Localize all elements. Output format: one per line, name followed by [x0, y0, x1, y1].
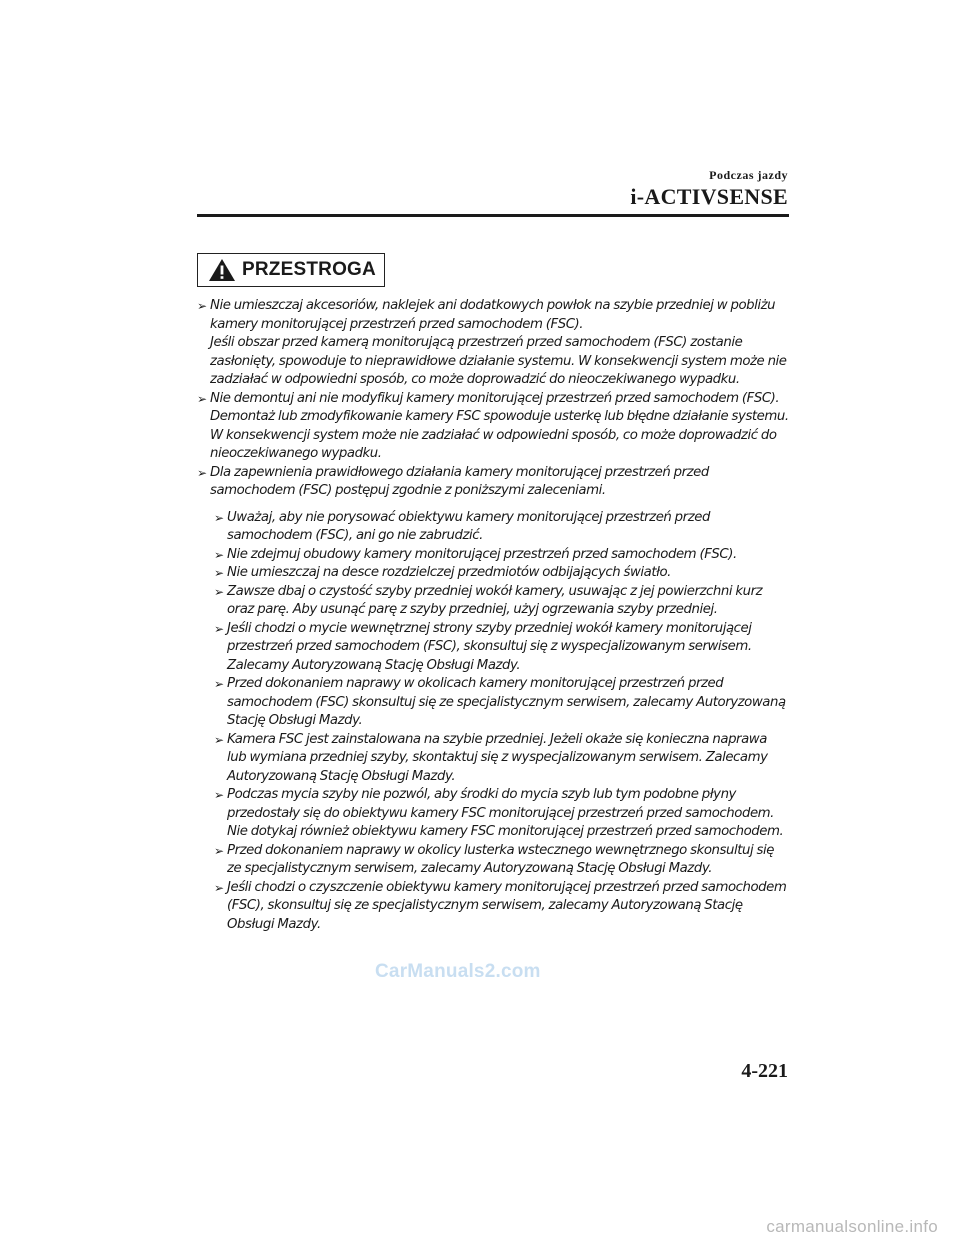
- sub-list-item: [214, 786, 789, 842]
- sub-list-item: [214, 620, 789, 676]
- item-text: Nie umieszczaj akcesoriów, naklejek ani dodatkowych powłok na szybie przedniej w pobliżu kamery monitorującej przestrzeń przed samochodem (FSC).: [210, 298, 776, 332]
- warning-triangle-icon: [208, 258, 236, 282]
- bullet-arrow-icon: ➢: [214, 621, 224, 636]
- item-detail: Demontaż lub zmodyfikowanie kamery FSC spowoduje usterkę lub błędne działanie systemu. W konsekwencji system może nie zadziałać w odpowiedni sposób, co może doprowadzić do nieoczekiwanego wypadku.: [210, 409, 789, 461]
- bullet-arrow-icon: ➢: [214, 677, 224, 691]
- sub-list-item: [214, 583, 789, 620]
- section-header: Podczas jazdy: [709, 168, 788, 182]
- bullet-arrow-icon: ➢: [214, 566, 224, 580]
- sub-item-text: Jeśli chodzi o czyszczenie obiektywu kamery monitorującej przestrzeń przed samochodem (FSC), skonsultuj się ze specjalistycznym serwisem, zalecamy Autoryzowaną Stację Obsługi Mazdy.: [227, 879, 787, 932]
- bullet-arrow-icon: ➢: [214, 732, 224, 747]
- footer-site-link[interactable]: carmanualsonline.info: [766, 1217, 938, 1236]
- sub-item-text: Przed dokonaniem naprawy w okolicach kamery monitorującej przestrzeń przed samochodem (FSC) skonsultuj się ze specjalistycznym serwisem, zalecamy Autoryzowaną Stację Obsługi Mazdy.: [227, 676, 786, 728]
- item-text: Nie demontuj ani nie modyfikuj kamery monitorującej przestrzeń przed samochodem (FSC).: [210, 390, 780, 406]
- sub-item-text: Jeśli chodzi o mycie wewnętrznej strony szyby przedniej wokół kamery monitorującej przestrzeń przed samochodem (FSC), skonsultuj się z wyspecjalizowanym serwisem. Zalecamy Autoryzowaną Stację Obsługi Mazdy.: [227, 620, 752, 673]
- chapter-title: i-ACTIVSENSE: [630, 184, 788, 209]
- caution-label: PRZESTROGA: [242, 259, 376, 280]
- sub-list-item: [214, 731, 789, 787]
- caution-banner: [197, 253, 385, 287]
- bullet-arrow-icon: ➢: [197, 465, 207, 480]
- sub-list-item: [214, 842, 789, 879]
- bullet-arrow-icon: ➢: [197, 299, 207, 313]
- list-item: [197, 297, 789, 390]
- bullet-arrow-icon: ➢: [214, 547, 224, 562]
- sub-item-text: Uważaj, aby nie porysować obiektywu kamery monitorującej przestrzeń przed samochodem (FSC), ani go nie zabrudzić.: [227, 509, 710, 543]
- sub-list-item: [214, 546, 789, 565]
- sub-list-item: [214, 509, 789, 546]
- sub-item-text: Podczas mycia szyby nie pozwól, aby środki do mycia szyb lub tym podobne płyny przedostały się do obiektywu kamery FSC monitorującej przestrzeń przed samochodem. Nie dotykaj również obiektywu kamery FSC monitorującej przestrzeń przed samochodem.: [227, 787, 784, 839]
- sub-list-item: [214, 564, 789, 583]
- watermark: CarManuals2.com: [375, 961, 541, 982]
- sub-list-item: [214, 879, 789, 935]
- list-item: [197, 464, 789, 501]
- bullet-arrow-icon: ➢: [214, 843, 224, 858]
- page-number: 4-221: [741, 1060, 788, 1082]
- sub-list-item: [214, 675, 789, 731]
- sub-item-text: Kamera FSC jest zainstalowana na szybie przedniej. Jeżeli okaże się konieczna naprawa lub wymiana przedniej szyby, skontaktuj się z wyspecjalizowanym serwisem. Zalecamy Autoryzowaną Stację Obsługi Mazdy.: [227, 731, 768, 784]
- sub-item-text: Przed dokonaniem naprawy w okolicy lusterka wstecznego wewnętrznego skonsultuj się ze specjalistycznym serwisem, zalecamy Autoryzowaną Stację Obsługi Mazdy.: [227, 842, 774, 876]
- bullet-arrow-icon: ➢: [214, 788, 224, 802]
- bullet-arrow-icon: ➢: [214, 880, 224, 895]
- item-text: Dla zapewnienia prawidłowego działania kamery monitorującej przestrzeń przed samochodem (FSC) postępuj zgodnie z poniższymi zaleceniami.: [210, 464, 709, 498]
- sub-list: [197, 509, 789, 935]
- list-item: [197, 390, 789, 464]
- sub-item-text: Nie zdejmuj obudowy kamery monitorującej przestrzeń przed samochodem (FSC).: [227, 546, 737, 562]
- item-detail: Jeśli obszar przed kamerą monitorującą przestrzeń przed samochodem (FSC) zostanie zasłonięty, spowoduje to nieprawidłowe działanie systemu. W konsekwencji system może nie zadziałać w odpowiedni sposób, co może doprowadzić do nieoczekiwanego wypadku.: [210, 335, 787, 387]
- header-divider: [197, 214, 789, 217]
- bullet-arrow-icon: ➢: [214, 510, 224, 525]
- caution-content: [197, 297, 789, 934]
- bullet-arrow-icon: ➢: [197, 391, 207, 406]
- bullet-arrow-icon: ➢: [214, 584, 224, 599]
- sub-item-text: Nie umieszczaj na desce rozdzielczej przedmiotów odbijających światło.: [227, 565, 671, 580]
- sub-item-text: Zawsze dbaj o czystość szyby przedniej wokół kamery, usuwając z jej powierzchni kurz oraz parę. Aby usunąć parę z szyby przedniej, użyj ogrzewania szyby przedniej.: [227, 583, 763, 617]
